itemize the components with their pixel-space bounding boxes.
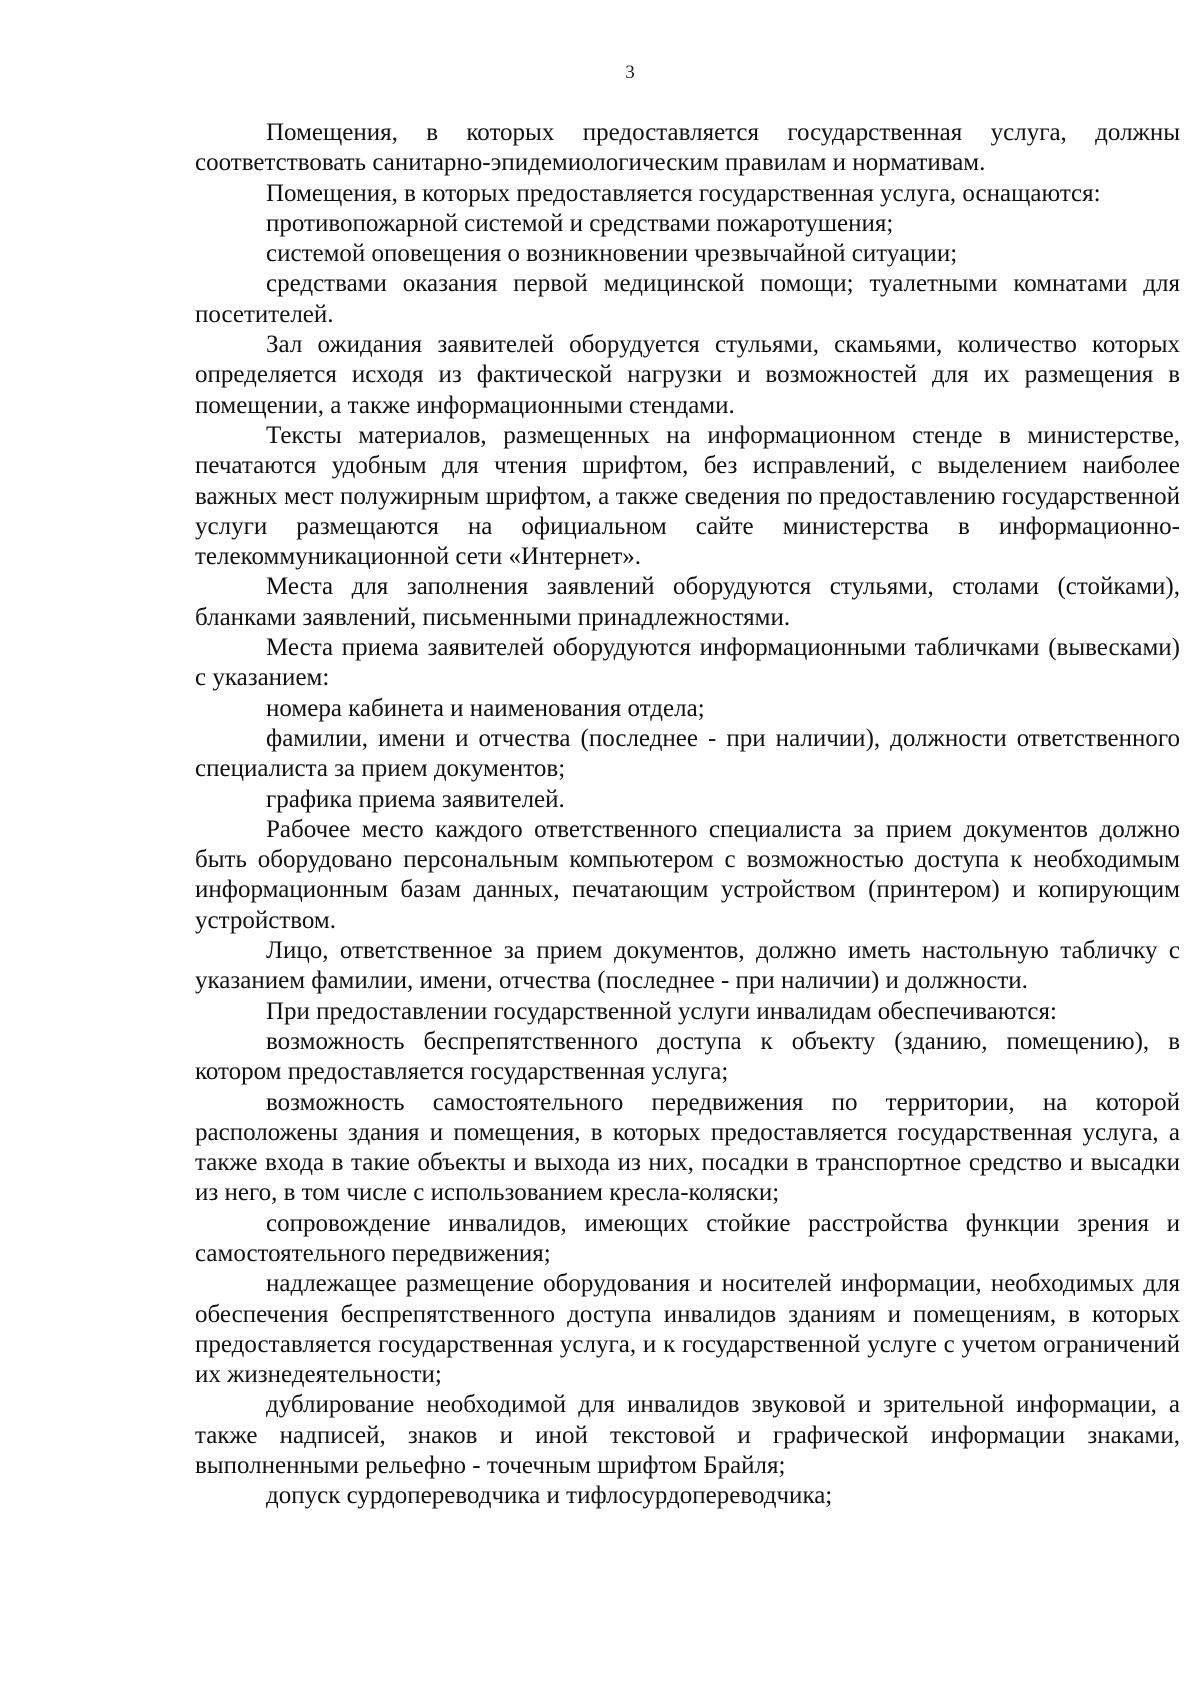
paragraph: графика приема заявителей.	[266, 785, 565, 813]
paragraph: Рабочее место каждого ответственного специалиста за прием документов должно быть оборудовано персональным компьютером с возможностью доступа к необходимым информационным базам данных, печатающим устройством (принтером) и копирующим устройством.	[195, 815, 1180, 934]
paragraph: номера кабинета и наименования отдела;	[266, 694, 705, 722]
paragraph: Места приема заявителей оборудуются информационными табличками (вывесками) с указанием:	[195, 634, 1180, 692]
paragraph: возможность беспрепятственного доступа к объекту (зданию, помещению), в котором предоставляется государственная услуга;	[195, 1027, 1180, 1086]
paragraph: возможность самостоятельного передвижения по территории, на которой расположены здания и помещения, в которых предоставляется государственная услуга, а также входа в такие объекты и выхода из них, посадки в транспортное средство и высадки из него, в том числе с использованием кресла-коляски;	[195, 1088, 1180, 1207]
paragraph: допуск сурдопереводчика и тифлосурдопереводчика;	[266, 1482, 833, 1510]
paragraph: противопожарной системой и средствами пожаротушения;	[266, 209, 894, 237]
paragraph: Лицо, ответственное за прием документов, должно иметь настольную табличку с указанием фамилии, имени, отчества (последнее - при наличии) и должности.	[195, 937, 1180, 995]
paragraph: При предоставлении государственной услуги инвалидам обеспечиваются:	[266, 997, 1057, 1025]
paragraph: Помещения, в которых предоставляется государственная услуга, должны соответствовать санитарно-эпидемиологическим правилам и нормативам.	[195, 119, 1180, 177]
paragraph: сопровождение инвалидов, имеющих стойкие расстройства функции зрения и самостоятельного передвижения;	[195, 1209, 1180, 1267]
paragraph: Помещения, в которых предоставляется государственная услуга, оснащаются:	[266, 179, 1101, 207]
paragraph: Места для заполнения заявлений оборудуются стульями, столами (стойками), бланками заявлений, письменными принадлежностями.	[195, 573, 1180, 631]
paragraph: надлежащее размещение оборудования и носителей информации, необходимых для обеспечения беспрепятственного доступа инвалидов зданиям и помещениям, в которых предоставляется государственная услуга, и к государственной услуге с учетом ограничений их жизнедеятельности;	[195, 1270, 1180, 1389]
paragraph: системой оповещения о возникновении чрезвычайной ситуации;	[266, 240, 958, 268]
paragraph: дублирование необходимой для инвалидов звуковой и зрительной информации, а также надписей, знаков и иной текстовой и графической информации знаками, выполненными рельефно - точечным шрифтом Брайля;	[195, 1391, 1180, 1480]
paragraph: фамилии, имени и отчества (последнее - при наличии), должности ответственного специалиста за прием документов;	[195, 724, 1180, 783]
paragraph: Тексты материалов, размещенных на информационном стенде в министерстве, печатаются удобным для чтения шрифтом, без исправлений, с выделением наиболее важных мест полужирным шрифтом, а также сведения по предоставлению государственной услуги размещаются на официальном сайте министерства в информационно-телекоммуникационной сети «Интернет».	[195, 421, 1180, 571]
document-body	[195, 118, 1180, 1512]
paragraph: средствами оказания первой медицинской помощи; туалетными комнатами для посетителей.	[195, 270, 1180, 328]
paragraph: Зал ожидания заявителей оборудуется стульями, скамьями, количество которых определяется исходя из фактической нагрузки и возможностей для их размещения в помещении, а также информационными стендами.	[195, 331, 1180, 419]
page-number: 3	[625, 62, 635, 83]
